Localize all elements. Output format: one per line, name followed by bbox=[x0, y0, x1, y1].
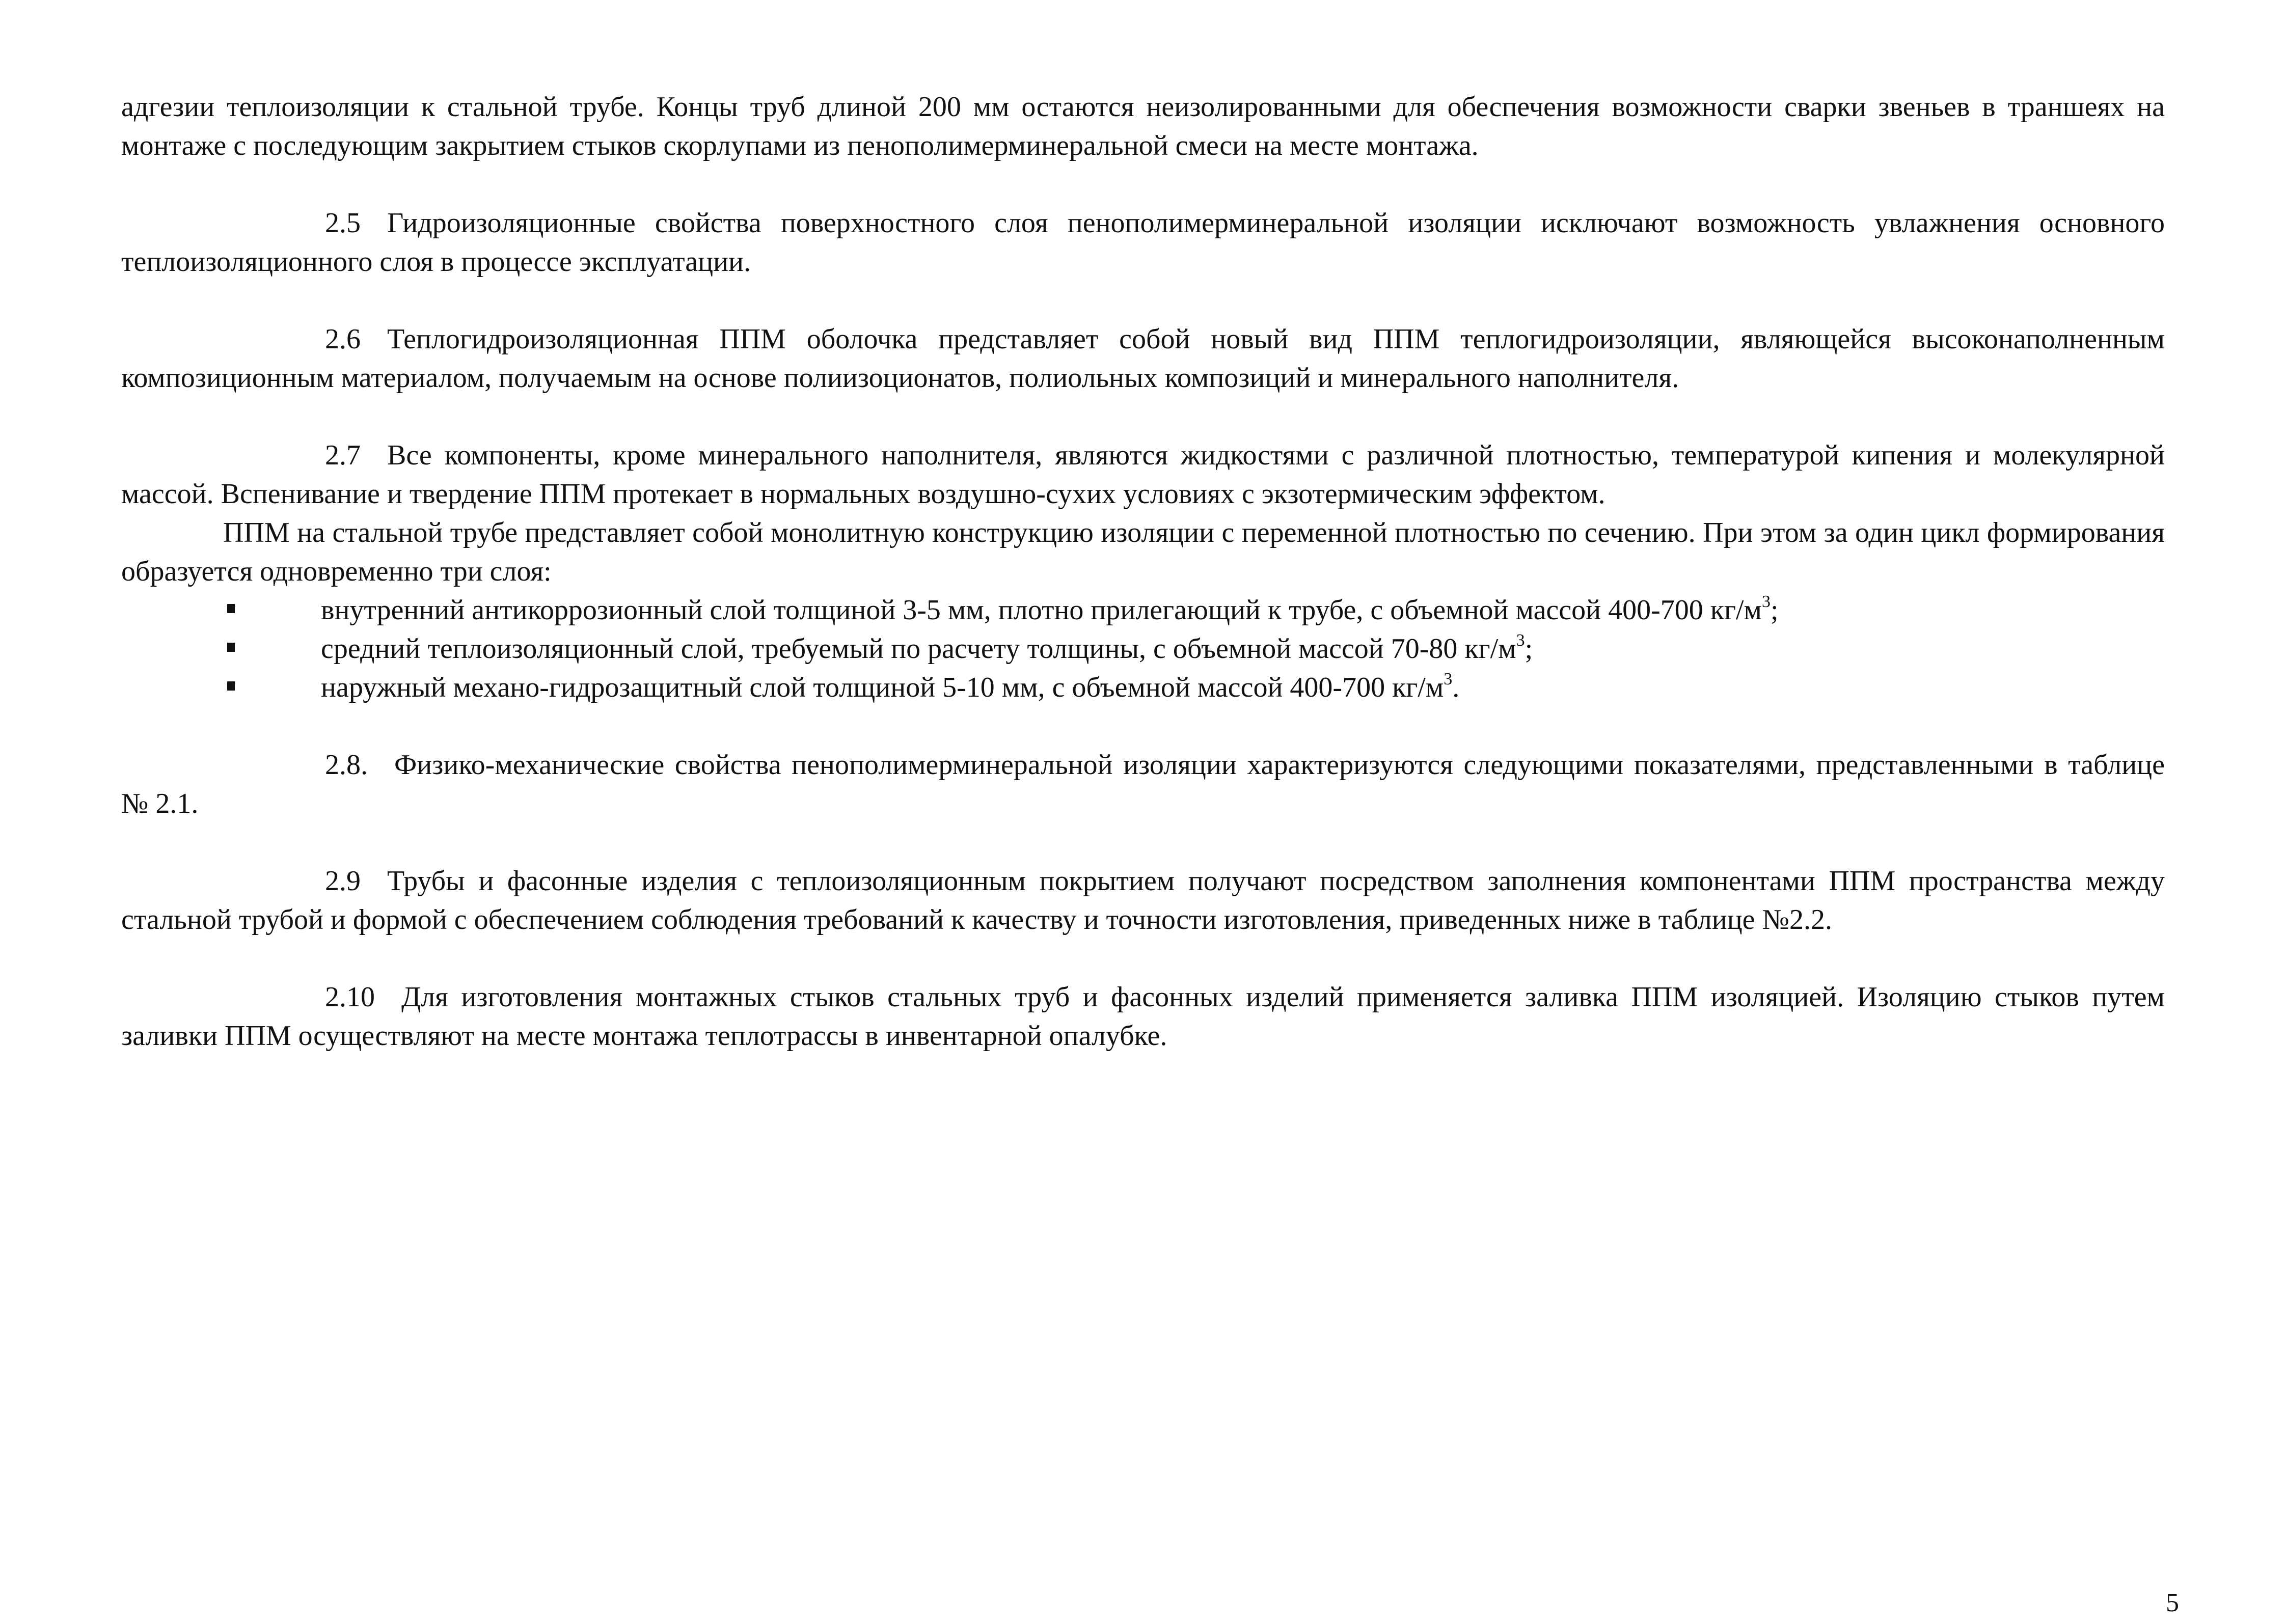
section-number: 2.9 bbox=[325, 865, 361, 897]
paragraph-2-7-continued: ППМ на стальной трубе представляет собой монолитную конструкцию изоляции с переменной плотностью по сечению. При этом за один цикл формирования образуется одновременно три слоя: bbox=[121, 517, 2165, 587]
paragraph-text: Трубы и фасонные изделия с теплоизоляционным покрытием получают посредством заполнения компонентами ППМ пространства между стальной трубой и формой с обеспечением соблюдения требований к качеству и точности изготовления, приведенных ниже в таблице №2.2. bbox=[121, 865, 2165, 935]
section-number: 2.8. bbox=[325, 749, 368, 781]
superscript: 3 bbox=[1516, 631, 1525, 650]
paragraph-continuation: адгезии теплоизоляции к стальной трубе. Концы труб длиной 200 мм остаются неизолированными для обеспечения возможности сварки звеньев в траншеях на монтаже с последующим закрытием стыков скорлупами из пенополимерминеральной смеси на месте монтажа. bbox=[121, 91, 2165, 161]
section-number: 2.6 bbox=[325, 323, 361, 355]
list-item bbox=[121, 668, 2165, 707]
bullet-icon bbox=[227, 643, 235, 652]
bullet-icon bbox=[227, 604, 235, 613]
page-number: 5 bbox=[2166, 1588, 2179, 1617]
list-item-text: наружный механо-гидрозащитный слой толщиной 5-10 мм, с объемной массой 400-700 кг/м bbox=[321, 672, 1444, 703]
paragraph-2-10 bbox=[121, 978, 2165, 1055]
layer-list bbox=[121, 591, 2165, 707]
list-item-tail: ; bbox=[1770, 594, 1779, 626]
list-item-text: средний теплоизоляционный слой, требуемый по расчету толщины, с объемной массой 70-80 кг/м bbox=[321, 633, 1516, 665]
list-item-tail: . bbox=[1452, 672, 1460, 703]
paragraph-2-8 bbox=[121, 746, 2165, 823]
paragraph-text: Для изготовления монтажных стыков стальных труб и фасонных изделий применяется заливка ППМ изоляцией. Изоляцию стыков путем заливки ППМ осуществляют на месте монтажа теплотрассы в инвентарной опалубке. bbox=[121, 981, 2165, 1052]
paragraph-2-9 bbox=[121, 862, 2165, 939]
section-number: 2.10 bbox=[325, 981, 375, 1013]
paragraph-2-6 bbox=[121, 320, 2165, 397]
paragraph-text: Гидроизоляционные свойства поверхностного слоя пенополимерминеральной изоляции исключают возможность увлажнения основного теплоизоляционного слоя в процессе эксплуатации. bbox=[121, 207, 2165, 278]
list-item-text: внутренний антикоррозионный слой толщиной 3-5 мм, плотно прилегающий к трубе, с объемной массой 400-700 кг/м bbox=[321, 594, 1762, 626]
list-item-tail: ; bbox=[1525, 633, 1533, 665]
section-number: 2.5 bbox=[325, 207, 361, 239]
paragraph-2-7 bbox=[121, 436, 2165, 513]
paragraph-2-5 bbox=[121, 204, 2165, 281]
superscript: 3 bbox=[1761, 592, 1771, 611]
list-item bbox=[121, 591, 2165, 629]
superscript: 3 bbox=[1444, 670, 1453, 689]
bullet-icon bbox=[227, 681, 235, 691]
section-number: 2.7 bbox=[325, 439, 361, 471]
paragraph-text: Физико-механические свойства пенополимерминеральной изоляции характеризуются следующими показателями, представленными в таблице № 2.1. bbox=[121, 749, 2165, 819]
paragraph-text: Все компоненты, кроме минерального наполнителя, являются жидкостями с различной плотностью, температурой кипения и молекулярной массой. Вспенивание и твердение ППМ протекает в нормальных воздушно-сухих условиях с экзотермическим эффектом. bbox=[121, 439, 2165, 510]
list-item bbox=[121, 629, 2165, 668]
paragraph-text: Теплогидроизоляционная ППМ оболочка представляет собой новый вид ППМ теплогидроизоляции, являющейся высоконаполненным композиционным материалом, получаемым на основе полиизоционатов, полиольных композиций и минерального наполнителя. bbox=[121, 323, 2165, 394]
